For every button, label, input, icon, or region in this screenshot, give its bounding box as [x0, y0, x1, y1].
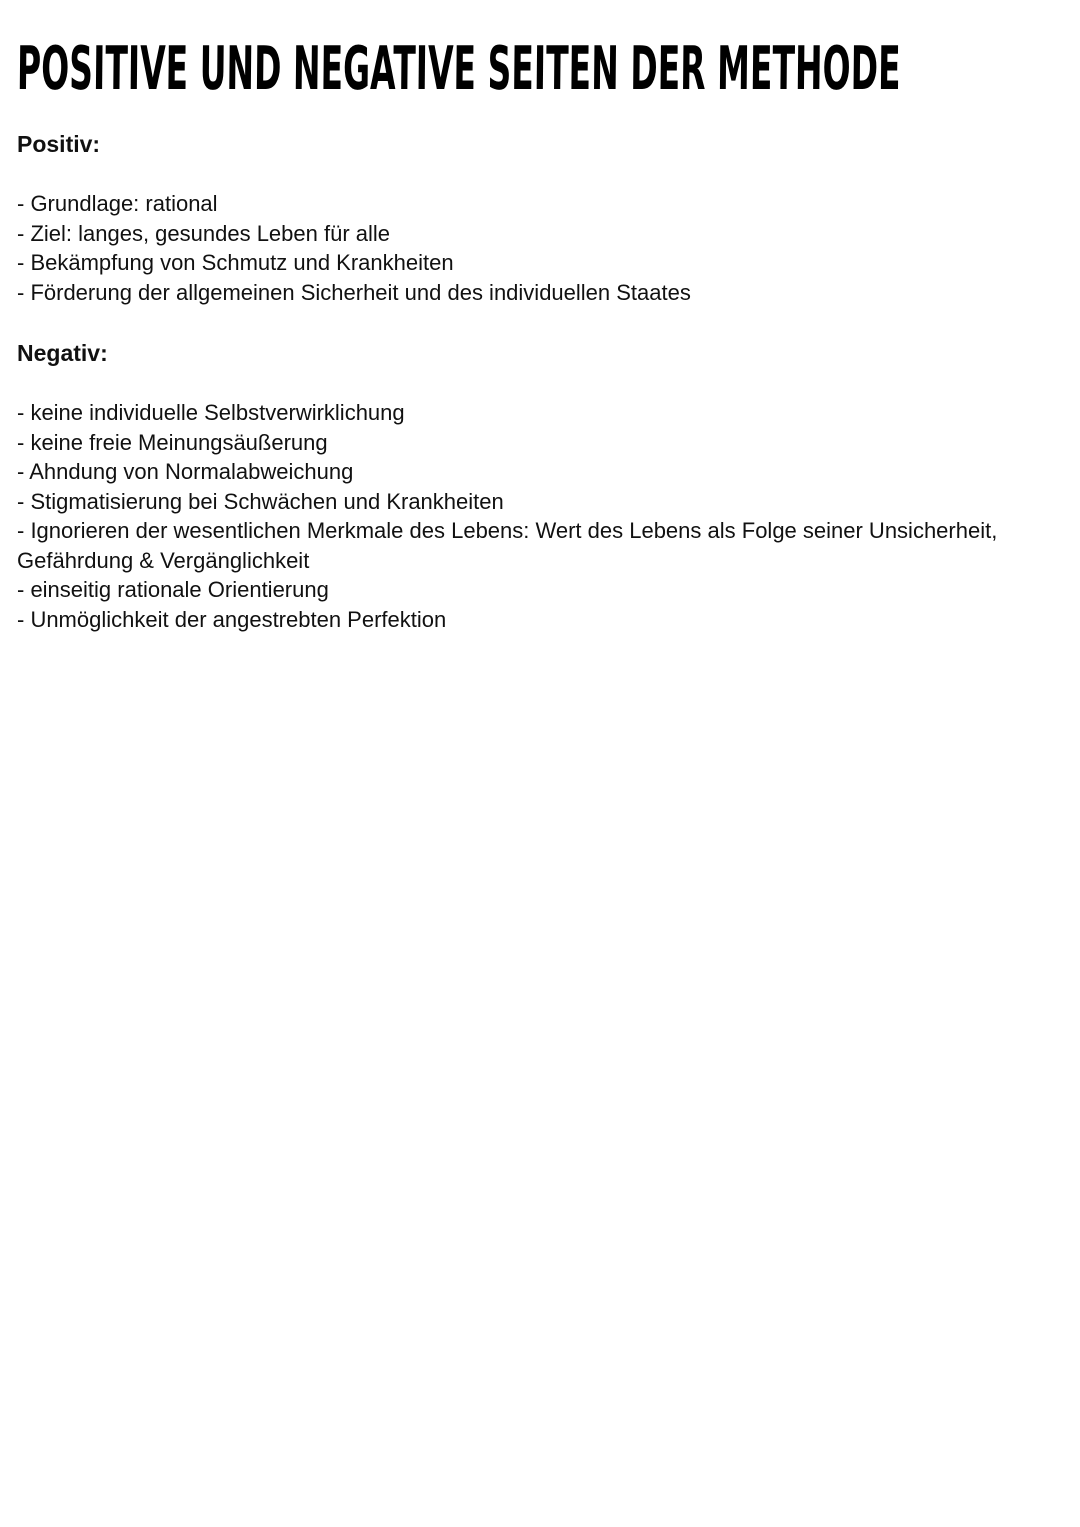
list-item: - keine individuelle Selbstverwirklichung — [17, 400, 405, 425]
section-positive — [17, 130, 1037, 307]
negative-heading: Negativ: — [17, 340, 108, 366]
list-item: - Ahndung von Normalabweichung — [17, 459, 354, 484]
list-item: - Grundlage: rational — [17, 191, 218, 216]
list-item: - Förderung der allgemeinen Sicherheit und des individuellen Staates — [17, 279, 691, 305]
list-item: - einseitig rationale Orientierung — [17, 577, 329, 602]
list-item: - Bekämpfung von Schmutz und Krankheiten — [17, 250, 454, 275]
negative-list — [17, 398, 1037, 634]
list-item: - Ziel: langes, gesundes Leben für alle — [17, 220, 391, 246]
list-item: - Unmöglichkeit der angestrebten Perfektion — [17, 606, 447, 632]
positive-heading: Positiv: — [17, 131, 101, 157]
section-negative — [17, 339, 1037, 634]
list-item: - Ignorieren der wesentlichen Merkmale des Lebens: Wert des Lebens als Folge seiner Unsicherheit, Gefährdung & Vergänglichkeit — [17, 518, 998, 573]
list-item: - keine freie Meinungsäußerung — [17, 429, 328, 455]
page-title: POSITIVE UND NEGATIVE SEITEN DER METHODE — [16, 34, 901, 104]
list-item: - Stigmatisierung bei Schwächen und Krankheiten — [17, 488, 504, 514]
positive-list — [17, 189, 1037, 307]
